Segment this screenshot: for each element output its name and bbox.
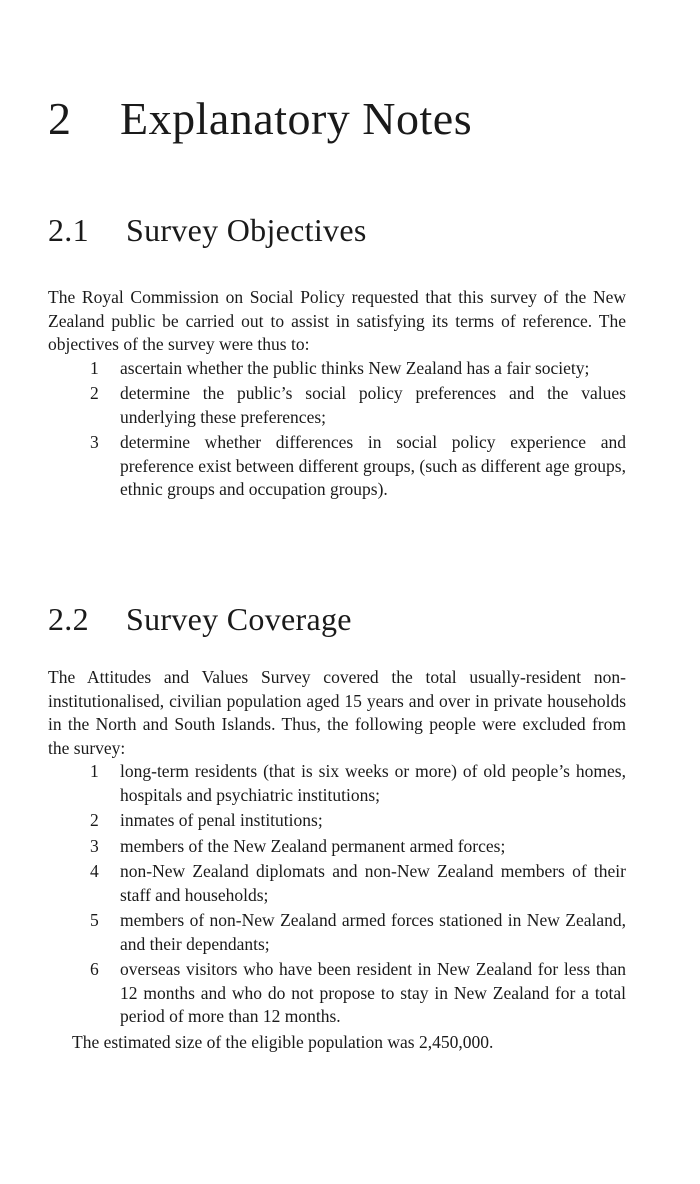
section-intro: The Attitudes and Values Survey covered the total usually-resident non-institutionalised, civilian population aged 15 years and over in private households in the North and South Islands. Thus, the following people were excluded from the survey: [48, 667, 626, 758]
section-closing-note: The estimated size of the eligible population was 2,450,000. [72, 1031, 494, 1052]
list-item-text: non-New Zealand diplomats and non-New Zealand members of their staff and households; [120, 861, 626, 905]
chapter-title [48, 93, 473, 144]
list-marker: 3 [90, 835, 99, 856]
list-item [48, 431, 626, 502]
list-item [48, 382, 626, 429]
list-item [48, 909, 626, 956]
list-item [48, 760, 626, 807]
chapter-heading: Explanatory Notes [120, 93, 473, 144]
section-title-survey-objectives [48, 214, 367, 246]
list-item-text: inmates of penal institutions; [120, 810, 323, 830]
list-item-text: long-term residents (that is six weeks or more) of old people’s homes, hospitals and psychiatric institutions; [120, 761, 626, 805]
list-marker: 2 [90, 383, 99, 403]
list-marker: 2 [90, 810, 99, 830]
list-marker: 4 [90, 861, 99, 881]
list-marker: 5 [90, 910, 99, 930]
section-body-survey-objectives [48, 286, 626, 504]
list-item-text: determine whether differences in social policy experience and preference exist between different groups, (such as different age groups, ethnic groups and occupation groups). [120, 432, 626, 499]
section-intro: The Royal Commission on Social Policy requested that this survey of the New Zealand public be carried out to assist in satisfying its terms of reference. The objectives of the survey were thus to: [48, 287, 626, 354]
list-item-text: determine the public’s social policy preferences and the values underlying these preferences; [120, 383, 626, 427]
list-item [48, 958, 626, 1029]
list-item-text: members of non-New Zealand armed forces stationed in New Zealand, and their dependants; [120, 910, 626, 954]
list-item [48, 357, 626, 381]
list-marker: 1 [90, 761, 99, 781]
list-item [48, 809, 626, 833]
list-item [48, 860, 626, 907]
list-item-text: overseas visitors who have been resident in New Zealand for less than 12 months and who do not propose to stay in New Zealand for a total period of more than 12 months. [120, 959, 626, 1026]
section-heading: Survey Objectives [126, 212, 367, 248]
list-marker: 6 [90, 959, 99, 979]
chapter-number: 2 [48, 93, 72, 144]
list-item [48, 835, 626, 859]
section-body-survey-coverage [48, 666, 626, 1054]
list-marker: 1 [90, 357, 99, 378]
section-number: 2.1 [48, 212, 89, 248]
list-item-text: ascertain whether the public thinks New Zealand has a fair society; [120, 357, 590, 378]
section-title-survey-coverage [48, 603, 352, 635]
objectives-list [48, 357, 626, 502]
list-marker: 3 [90, 432, 99, 452]
section-heading: Survey Coverage [126, 601, 352, 637]
list-item-text: members of the New Zealand permanent armed forces; [120, 835, 506, 856]
section-number: 2.2 [48, 601, 89, 637]
exclusions-list [48, 760, 626, 1029]
